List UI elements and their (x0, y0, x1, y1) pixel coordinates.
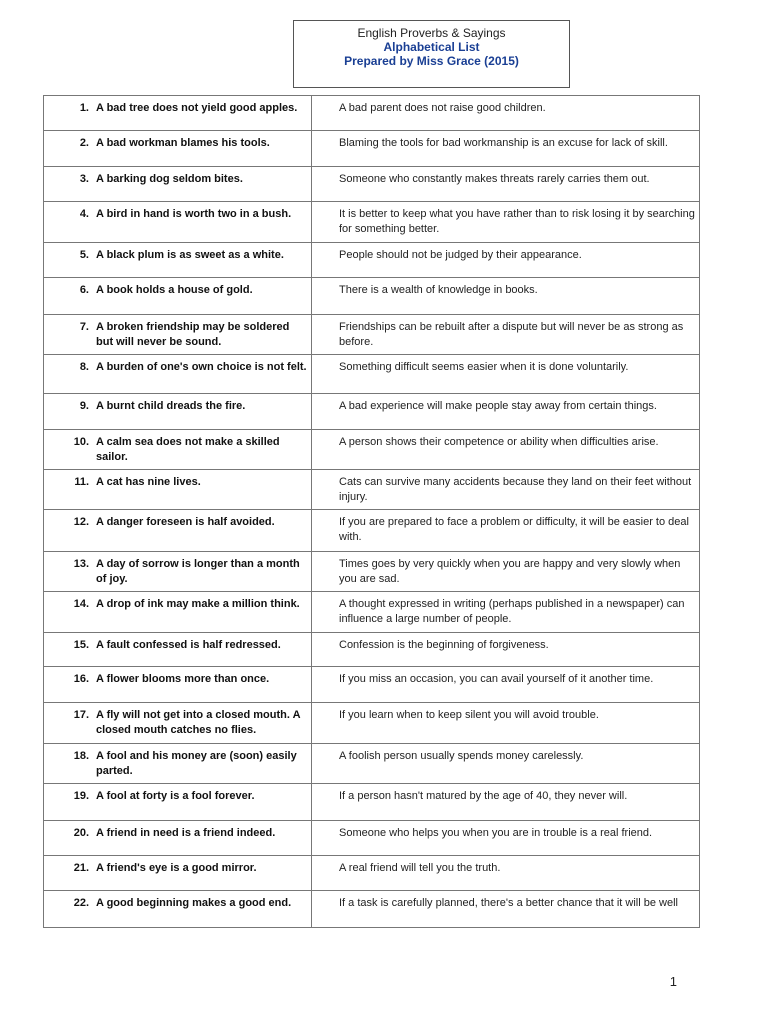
meaning-text: A thought expressed in writing (perhaps published in a newspaper) can influence a large number of people. (339, 598, 685, 625)
document-author-line: Prepared by Miss Grace (2015) (344, 54, 519, 68)
meaning-cell (312, 96, 700, 131)
proverb-text: A bad workman blames his tools. (96, 137, 270, 149)
proverb-cell (44, 552, 312, 592)
document-subtitle: Alphabetical List (383, 40, 480, 54)
proverb-text: A barking dog seldom bites. (96, 173, 243, 185)
meaning-text: A real friend will tell you the truth. (339, 862, 501, 874)
meaning-cell (312, 278, 700, 315)
table-row (44, 667, 700, 703)
table-row (44, 891, 700, 928)
proverb-number: 6. (79, 284, 89, 296)
proverb-cell (44, 592, 312, 633)
proverb-cell (44, 243, 312, 278)
meaning-cell (312, 315, 700, 355)
proverb-number: 7. (79, 321, 89, 333)
meaning-cell (312, 510, 700, 552)
proverb-text: A fly will not get into a closed mouth. A closed mouth catches no flies. (96, 709, 301, 736)
table-row (44, 167, 700, 202)
proverb-text: A friend in need is a friend indeed. (96, 827, 276, 839)
proverb-number: 11. (74, 476, 89, 488)
proverb-text: A fool and his money are (soon) easily parted. (96, 750, 297, 777)
proverb-text: A flower blooms more than once. (96, 673, 270, 685)
proverb-number: 14. (73, 598, 89, 610)
proverb-text: A black plum is as sweet as a white. (96, 249, 284, 261)
proverb-number: 8. (79, 361, 89, 373)
proverb-text: A calm sea does not make a skilled sailor. (96, 436, 280, 463)
meaning-text: Times goes by very quickly when you are happy and very slowly when you are sad. (339, 558, 681, 585)
proverb-cell (44, 394, 312, 430)
meaning-text: If you learn when to keep silent you will avoid trouble. (339, 709, 599, 721)
meaning-cell (312, 394, 700, 430)
proverb-text: A bad tree does not yield good apples. (96, 102, 298, 114)
meaning-cell (312, 856, 700, 891)
proverb-text: A burden of one's own choice is not felt. (96, 361, 307, 373)
proverb-number: 9. (79, 400, 89, 412)
proverb-cell (44, 703, 312, 744)
meaning-cell (312, 667, 700, 703)
proverb-cell (44, 784, 312, 821)
meaning-cell (312, 430, 700, 470)
meaning-text: A bad experience will make people stay away from certain things. (339, 400, 657, 412)
proverb-text: A cat has nine lives. (96, 476, 201, 488)
meaning-cell (312, 891, 700, 928)
meaning-text: Someone who constantly makes threats rarely carries them out. (339, 173, 650, 185)
table-row (44, 96, 700, 131)
meaning-text: Someone who helps you when you are in trouble is a real friend. (339, 827, 653, 839)
table-row (44, 430, 700, 470)
table-row (44, 703, 700, 744)
table-row (44, 510, 700, 552)
meaning-text: A foolish person usually spends money carelessly. (339, 750, 584, 762)
proverb-number: 13. (73, 558, 89, 570)
proverb-cell (44, 667, 312, 703)
proverb-number: 22. (73, 897, 89, 909)
meaning-text: Something difficult seems easier when it is done voluntarily. (339, 361, 629, 373)
meaning-cell (312, 552, 700, 592)
table-row (44, 202, 700, 243)
meaning-cell (312, 167, 700, 202)
proverbs-table (43, 95, 700, 928)
meaning-text: A bad parent does not raise good children. (339, 102, 546, 114)
proverb-cell (44, 891, 312, 928)
meaning-cell (312, 744, 700, 784)
proverb-cell (44, 202, 312, 243)
meaning-cell (312, 470, 700, 510)
table-row (44, 856, 700, 891)
table-row (44, 552, 700, 592)
proverb-cell (44, 821, 312, 856)
proverb-cell (44, 315, 312, 355)
proverb-text: A drop of ink may make a million think. (96, 598, 300, 610)
proverb-number: 1. (79, 102, 89, 114)
meaning-cell (312, 784, 700, 821)
proverb-text: A friend's eye is a good mirror. (96, 862, 257, 874)
proverb-text: A day of sorrow is longer than a month of joy. (96, 558, 300, 585)
proverb-number: 18. (73, 750, 89, 762)
page-number: 1 (669, 974, 677, 989)
meaning-cell (312, 703, 700, 744)
title-box (293, 20, 570, 88)
meaning-text: If you miss an occasion, you can avail yourself of it another time. (339, 673, 654, 685)
proverb-text: A broken friendship may be soldered but will never be sound. (96, 321, 290, 348)
meaning-text: It is better to keep what you have rather than to risk losing it by searching for something better. (339, 208, 695, 235)
proverb-number: 19. (73, 790, 89, 802)
proverb-text: A danger foreseen is half avoided. (96, 516, 275, 528)
proverb-cell (44, 856, 312, 891)
meaning-text: Confession is the beginning of forgiveness. (339, 639, 549, 651)
meaning-text: Cats can survive many accidents because they land on their feet without injury. (339, 476, 692, 503)
proverb-number: 5. (79, 249, 89, 261)
proverb-number: 16. (73, 673, 89, 685)
proverb-number: 4. (79, 208, 89, 220)
meaning-text: If you are prepared to face a problem or difficulty, it will be easier to deal with. (339, 516, 689, 543)
table-row (44, 131, 700, 167)
proverb-text: A good beginning makes a good end. (96, 897, 292, 909)
table-row (44, 821, 700, 856)
table-row (44, 355, 700, 394)
proverb-number: 17. (73, 709, 89, 721)
proverb-text: A fault confessed is half redressed. (96, 639, 281, 651)
proverb-cell (44, 633, 312, 667)
meaning-text: If a person hasn't matured by the age of 40, they never will. (339, 790, 628, 802)
proverb-number: 2. (79, 137, 89, 149)
table-row (44, 470, 700, 510)
table-row (44, 592, 700, 633)
meaning-cell (312, 592, 700, 633)
meaning-text: Friendships can be rebuilt after a dispute but will never be as strong as before. (339, 321, 684, 348)
proverb-number: 12. (73, 516, 89, 528)
proverb-text: A fool at forty is a fool forever. (96, 790, 255, 802)
document-title: English Proverbs & Sayings (357, 26, 506, 40)
proverb-cell (44, 131, 312, 167)
meaning-cell (312, 633, 700, 667)
meaning-cell (312, 202, 700, 243)
proverb-cell (44, 470, 312, 510)
meaning-cell (312, 821, 700, 856)
meaning-text: If a task is carefully planned, there's a better chance that it will be well (339, 897, 678, 909)
proverb-text: A book holds a house of gold. (96, 284, 253, 296)
meaning-text: Blaming the tools for bad workmanship is an excuse for lack of skill. (339, 137, 668, 149)
proverb-cell (44, 430, 312, 470)
table-row (44, 278, 700, 315)
meaning-text: A person shows their competence or ability when difficulties arise. (339, 436, 659, 448)
table-row (44, 784, 700, 821)
proverb-cell (44, 167, 312, 202)
proverb-text: A burnt child dreads the fire. (96, 400, 246, 412)
meaning-cell (312, 243, 700, 278)
proverb-number: 21. (73, 862, 89, 874)
proverb-cell (44, 96, 312, 131)
proverb-number: 3. (79, 173, 89, 185)
proverb-text: A bird in hand is worth two in a bush. (96, 208, 292, 220)
meaning-text: People should not be judged by their appearance. (339, 249, 582, 261)
table-row (44, 633, 700, 667)
proverb-number: 20. (73, 827, 89, 839)
proverb-cell (44, 744, 312, 784)
table-row (44, 394, 700, 430)
proverb-number: 10. (73, 436, 89, 448)
proverb-cell (44, 355, 312, 394)
table-row (44, 243, 700, 278)
proverb-cell (44, 278, 312, 315)
proverb-cell (44, 510, 312, 552)
meaning-cell (312, 131, 700, 167)
table-row (44, 315, 700, 355)
meaning-cell (312, 355, 700, 394)
proverb-number: 15. (73, 639, 89, 651)
meaning-text: There is a wealth of knowledge in books. (339, 284, 538, 296)
table-row (44, 744, 700, 784)
proverbs-table-body (44, 96, 700, 928)
